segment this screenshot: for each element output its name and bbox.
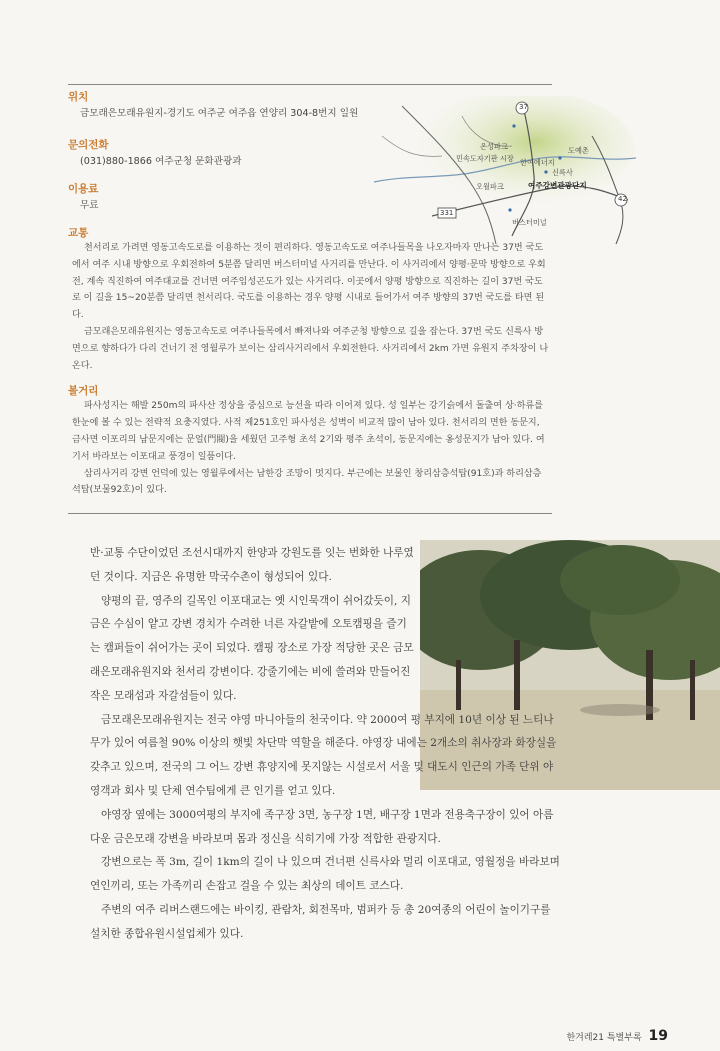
map-label: 민속도자기판 시장 [456, 154, 514, 163]
sights-label: 볼거리 [68, 385, 99, 398]
location-value: 금모래은모래유원지-경기도 여주군 여주읍 연양리 304-8번지 일원 [80, 108, 359, 119]
map-label: 버스터미널 [512, 218, 547, 227]
poi-dot [508, 208, 511, 211]
top-rule [68, 84, 552, 85]
map-label: 오월파크 [476, 182, 504, 191]
map-label: 신륵사 [552, 168, 573, 177]
road-42-number: 42 [618, 195, 627, 203]
poi-dot [512, 124, 515, 127]
poi-dot [544, 170, 547, 173]
contact-value: (031)880-1866 여주군청 문화관광과 [80, 156, 242, 167]
article-paragraph: 주변의 여주 리버스랜드에는 바이킹, 관람차, 회전목마, 범퍼카 등 총 20여종의 어린이 놀이기구를 설치한 종합유원시설업체가 있다. [90, 903, 551, 940]
map-label: 한여에너지 [520, 158, 555, 167]
sights-paragraph: 파사성지는 해발 250m의 파사산 정상을 중심으로 능선을 따라 이어져 있다. 성 일부는 강기슭에서 돌출여 상·하류를 한눈에 볼 수 있는 전략적 요충지였다. 사적 제251호인 파사성은 성벽이 비교적 많이 남아 있다. 천서리의 면한 동문지, 금사면 이포리의 남문지에는 문얼(門閥)을 세웠던 고주형 초석 2기와 평주 초석이, 동문지에는 옹성문지가 남아 있다. 여기서 바라보는 이포대교 풍경이 일품이다. [72, 401, 545, 462]
road-37-number: 37 [519, 103, 528, 111]
page-number: 19 [648, 1028, 668, 1044]
transport-label: 교통 [68, 227, 89, 239]
map-label-resort: 여주강변관광단지 [528, 181, 587, 190]
article-paragraph: 양평의 끝, 영주의 길목인 이포대교는 옛 시인묵객이 쉬어갔듯이, 지금은 수심이 얕고 강변 경치가 수려한 너른 자갈밭에 오토캠핑을 즐기는 캠퍼들이 쉬어가는 곳이 되었다. 캠핑 장소로 가장 적당한 곳은 금모래은모래유원지와 천서리 강변이다. 강줄기에는 비에 쓸려와 만들어진 작은 모래섬과 자갈섬들이 있다. [90, 594, 414, 702]
sights-block [68, 384, 552, 499]
fee-value: 무료 [80, 200, 99, 211]
location-map [372, 96, 640, 246]
poi-dot [558, 156, 561, 159]
map-graphic [372, 96, 640, 246]
road-331-number: 331 [440, 209, 454, 217]
transport-block [68, 226, 552, 374]
map-label: 도예촌 [568, 146, 589, 155]
page-footer [566, 1028, 668, 1044]
bottom-rule [68, 513, 552, 514]
article-paragraph: 강변으로는 폭 3m, 길이 1km의 길이 나 있으며 건너편 신륵사와 멀리 이포대교, 영월정을 바라보며 연인끼리, 또는 가족끼리 손잡고 걸을 수 있는 최상의 데이트 코스다. [90, 856, 560, 893]
map-label: 온성파크 [480, 142, 508, 151]
article-paragraph: 금모래은모래유원지는 전국 야영 마니아들의 천국이다. 약 2000여 평 부지에 10년 이상 된 느티나무가 있어 여름철 90% 이상의 햇빛 차단막 역할을 해준다. 야영장 내에는 2개소의 취사장과 화장실을 갖추고 있으며, 전국의 그 어느 강변 휴양지에 못지않는 시설로서 서울 및 대도시 인근의 가족 단위 야영객과 회사 및 단체 연수팀에게 큰 인기를 얻고 있다. [90, 713, 557, 797]
contact-label: 문의전화 [68, 139, 109, 151]
transport-paragraph: 천서리로 가려면 영동고속도로를 이용하는 것이 편리하다. 영동고속도로 여주나들목을 나오자마자 만나는 37번 국도에서 여주 시내 방향으로 우회전하여 5분쯤 달리면 버스터미널 사거리를 만난다. 이 사거리에서 양평·문막 방향으로 우회전, 계속 직진하여 여주대교를 건너면 여주임성곤도가 있는 사거리다. 이곳에서 양평 방향으로 직진하는 길이 37번 국도로 이 길을 15~20분쯤 달리면 천서리다. 국도를 이용하는 경우 양평 시내로 들어가서 여주 방향의 37번 국도를 타면 된다. [72, 243, 546, 321]
transport-paragraph: 금모래은모래유원지는 영동고속도로 여주나들목에서 빠져나와 여주군청 방향으로 길을 잡는다. 37번 국도 신륵사 방면으로 향하다가 다리 건너기 전 영월루가 보이는 삼리사거리에서 우회전한다. 사거리에서 2km 가면 유원지 주차장이 나온다. [72, 326, 549, 371]
sights-paragraph: 삼리사거리 강변 언덕에 있는 영월루에서는 남한강 조망이 멋지다. 부근에는 보물인 창리삼층석탑(91호)과 하리삼층석탑(보물92호)이 있다. [72, 468, 542, 496]
fee-label: 이용료 [68, 183, 99, 195]
article-paragraph: 야영장 옆에는 3000여평의 부지에 족구장 3면, 농구장 1면, 배구장 1면과 전용축구장이 있어 아름다운 금은모래 강변을 바라보며 몸과 정신을 식히기에 가장 적합한 관광지다. [90, 808, 554, 845]
article-paragraph: 반·교통 수단이었던 조선시대까지 한양과 강원도를 잇는 번화한 나루였던 것이다. 지금은 유명한 막국수촌이 형성되어 있다. [90, 547, 414, 583]
article-body [90, 542, 710, 947]
location-label: 위치 [68, 91, 89, 103]
publication-name: 한겨레21 특별부록 [566, 1033, 642, 1043]
